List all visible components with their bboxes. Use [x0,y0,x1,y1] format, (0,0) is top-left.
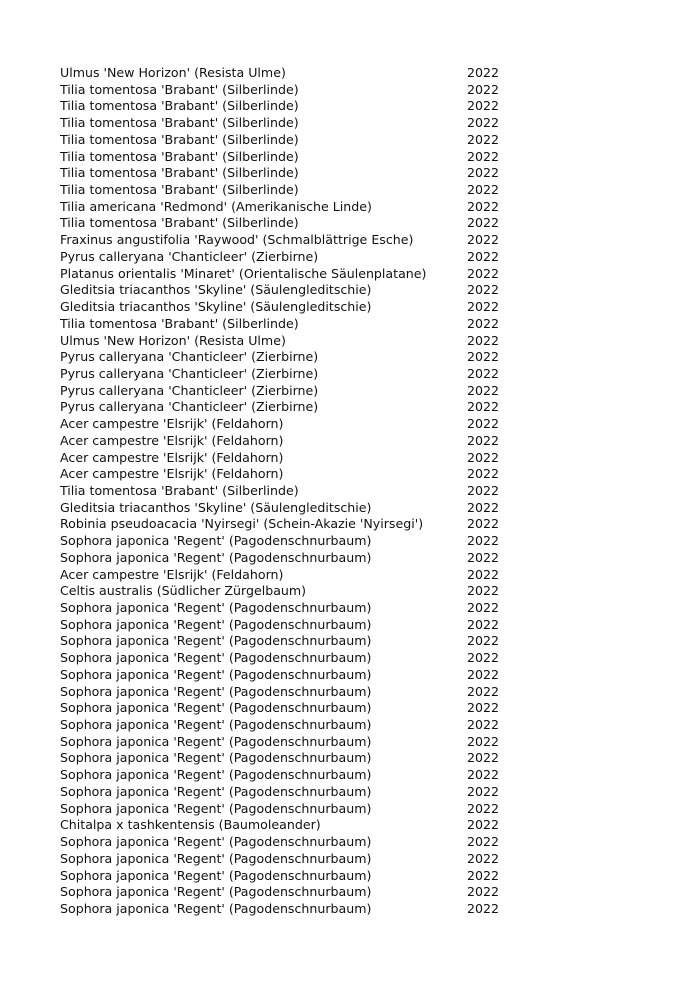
table-row [60,567,500,584]
tree-name: Acer campestre 'Elsrijk' (Feldahorn) [60,449,284,465]
planting-year: 2022 [467,733,500,749]
planting-year: 2022 [467,131,500,147]
table-row [60,115,500,132]
tree-name: Tilia tomentosa 'Brabant' (Silberlinde) [60,482,299,498]
tree-name: Acer campestre 'Elsrijk' (Feldahorn) [60,416,284,432]
table-row [60,232,500,249]
table-row [60,399,500,416]
tree-name: Ulmus 'New Horizon' (Resista Ulme) [60,332,286,348]
table-row [60,333,500,350]
table-row [60,299,500,316]
tree-name: Sophora japonica 'Regent' (Pagodenschnurbaum) [60,600,372,615]
table-row [60,249,500,266]
tree-list [60,65,500,918]
planting-year: 2022 [467,700,500,716]
planting-year: 2022 [467,148,500,164]
planting-year: 2022 [467,783,500,799]
planting-year: 2022 [467,566,500,582]
planting-year: 2022 [467,81,500,97]
tree-name: Celtis australis (Südlicher Zürgelbaum) [60,583,307,599]
table-row [60,717,500,734]
planting-year: 2022 [467,315,500,331]
tree-name: Sophora japonica 'Regent' (Pagodenschnurbaum) [60,800,372,816]
tree-name: Pyrus calleryana 'Chanticleer' (Zierbirne) [60,382,319,398]
table-row [60,132,500,149]
table-row [60,215,500,232]
tree-name: Chitalpa x tashkentensis (Baumoleander) [60,817,321,833]
table-row [60,349,500,366]
tree-name: Sophora japonica 'Regent' (Pagodenschnurbaum) [60,900,372,916]
tree-name: Sophora japonica 'Regent' (Pagodenschnurbaum) [60,733,372,749]
planting-year: 2022 [467,115,500,131]
tree-name: Gleditsia triacanthos 'Skyline' (Säulengleditschie) [60,499,372,515]
tree-name: Tilia americana 'Redmond' (Amerikanische Linde) [60,198,372,214]
tree-name: Robinia pseudoacacia 'Nyirsegi' (Schein-Akazie 'Nyirsegi') [60,516,424,532]
table-row [60,784,500,801]
table-row [60,82,500,99]
table-row [60,750,500,767]
planting-year: 2022 [467,750,500,766]
tree-name: Pyrus calleryana 'Chanticleer' (Zierbirne) [60,349,319,365]
tree-name: Tilia tomentosa 'Brabant' (Silberlinde) [60,315,299,331]
table-row [60,767,500,784]
table-row [60,550,500,567]
tree-name: Sophora japonica 'Regent' (Pagodenschnurbaum) [60,700,372,716]
planting-year: 2022 [467,165,500,181]
planting-year: 2022 [467,683,500,699]
table-row [60,650,500,667]
table-row [60,366,500,383]
table-row [60,98,500,115]
tree-name: Tilia tomentosa 'Brabant' (Silberlinde) [60,182,299,198]
planting-year: 2022 [467,717,500,733]
planting-year: 2022 [467,900,500,916]
tree-name: Sophora japonica 'Regent' (Pagodenschnurbaum) [60,666,372,682]
planting-year: 2022 [467,432,500,448]
tree-name: Sophora japonica 'Regent' (Pagodenschnurbaum) [60,633,372,649]
table-row [60,199,500,216]
table-row [60,266,500,283]
tree-name: Tilia tomentosa 'Brabant' (Silberlinde) [60,98,299,114]
planting-year: 2022 [467,616,500,632]
table-row [60,533,500,550]
planting-year: 2022 [467,299,500,315]
planting-year: 2022 [467,215,500,231]
tree-name: Sophora japonica 'Regent' (Pagodenschnurbaum) [60,767,372,783]
planting-year: 2022 [467,449,500,465]
tree-name: Sophora japonica 'Regent' (Pagodenschnurbaum) [60,834,372,850]
planting-year: 2022 [467,817,500,833]
tree-name: Sophora japonica 'Regent' (Pagodenschnurbaum) [60,717,372,733]
planting-year: 2022 [467,499,500,515]
tree-name: Gleditsia triacanthos 'Skyline' (Säulengleditschie) [60,299,372,315]
planting-year: 2022 [467,600,500,615]
planting-year: 2022 [467,549,500,565]
table-row [60,165,500,182]
planting-year: 2022 [467,482,500,498]
tree-name: Tilia tomentosa 'Brabant' (Silberlinde) [60,215,299,231]
tree-name: Tilia tomentosa 'Brabant' (Silberlinde) [60,165,299,181]
table-row [60,450,500,467]
planting-year: 2022 [467,98,500,114]
planting-year: 2022 [467,884,500,900]
table-row [60,416,500,433]
tree-name: Acer campestre 'Elsrijk' (Feldahorn) [60,432,284,448]
planting-year: 2022 [467,232,500,248]
planting-year: 2022 [467,198,500,214]
tree-name: Sophora japonica 'Regent' (Pagodenschnurbaum) [60,683,372,699]
table-row [60,700,500,717]
table-row [60,901,500,918]
tree-name: Platanus orientalis 'Minaret' (Orientalische Säulenplatane) [60,265,427,281]
tree-name: Gleditsia triacanthos 'Skyline' (Säulengleditschie) [60,282,372,298]
table-row [60,667,500,684]
tree-name: Tilia tomentosa 'Brabant' (Silberlinde) [60,131,299,147]
tree-name: Sophora japonica 'Regent' (Pagodenschnurbaum) [60,650,372,666]
table-row [60,801,500,818]
table-row [60,433,500,450]
table-row [60,466,500,483]
table-row [60,868,500,885]
tree-name: Sophora japonica 'Regent' (Pagodenschnurbaum) [60,884,372,900]
tree-name: Tilia tomentosa 'Brabant' (Silberlinde) [60,115,299,131]
table-row [60,851,500,868]
planting-year: 2022 [467,516,500,532]
table-row [60,817,500,834]
planting-year: 2022 [467,349,500,365]
tree-name: Acer campestre 'Elsrijk' (Feldahorn) [60,466,284,482]
table-row [60,734,500,751]
table-row [60,583,500,600]
planting-year: 2022 [467,332,500,348]
table-row [60,282,500,299]
table-row [60,884,500,901]
tree-name: Sophora japonica 'Regent' (Pagodenschnurbaum) [60,850,372,866]
table-row [60,834,500,851]
tree-name: Sophora japonica 'Regent' (Pagodenschnurbaum) [60,549,372,565]
tree-name: Pyrus calleryana 'Chanticleer' (Zierbirne) [60,399,319,415]
table-row [60,182,500,199]
table-row [60,633,500,650]
planting-year: 2022 [467,867,500,883]
planting-year: 2022 [467,800,500,816]
planting-year: 2022 [467,850,500,866]
table-row [60,516,500,533]
table-row [60,149,500,166]
tree-name: Sophora japonica 'Regent' (Pagodenschnurbaum) [60,533,372,549]
tree-name: Fraxinus angustifolia 'Raywood' (Schmalblättrige Esche) [60,232,414,248]
tree-name: Pyrus calleryana 'Chanticleer' (Zierbirne) [60,248,319,264]
table-row [60,600,500,617]
planting-year: 2022 [467,265,500,281]
tree-name: Sophora japonica 'Regent' (Pagodenschnurbaum) [60,867,372,883]
planting-year: 2022 [467,583,500,599]
tree-name: Tilia tomentosa 'Brabant' (Silberlinde) [60,81,299,97]
tree-name: Pyrus calleryana 'Chanticleer' (Zierbirne) [60,365,319,381]
planting-year: 2022 [467,466,500,482]
planting-year: 2022 [467,834,500,850]
planting-year: 2022 [467,365,500,381]
planting-year: 2022 [467,248,500,264]
planting-year: 2022 [467,416,500,432]
tree-name: Ulmus 'New Horizon' (Resista Ulme) [60,65,286,80]
planting-year: 2022 [467,65,500,80]
planting-year: 2022 [467,282,500,298]
tree-name: Sophora japonica 'Regent' (Pagodenschnurbaum) [60,783,372,799]
tree-name: Sophora japonica 'Regent' (Pagodenschnurbaum) [60,616,372,632]
planting-year: 2022 [467,666,500,682]
planting-year: 2022 [467,399,500,415]
planting-year: 2022 [467,182,500,198]
tree-name: Tilia tomentosa 'Brabant' (Silberlinde) [60,148,299,164]
tree-name: Acer campestre 'Elsrijk' (Feldahorn) [60,566,284,582]
table-row [60,483,500,500]
table-row [60,617,500,634]
table-row [60,383,500,400]
planting-year: 2022 [467,533,500,549]
table-row [60,65,500,82]
table-row [60,500,500,517]
planting-year: 2022 [467,382,500,398]
planting-year: 2022 [467,633,500,649]
table-row [60,684,500,701]
tree-name: Sophora japonica 'Regent' (Pagodenschnurbaum) [60,750,372,766]
planting-year: 2022 [467,767,500,783]
table-row [60,316,500,333]
planting-year: 2022 [467,650,500,666]
